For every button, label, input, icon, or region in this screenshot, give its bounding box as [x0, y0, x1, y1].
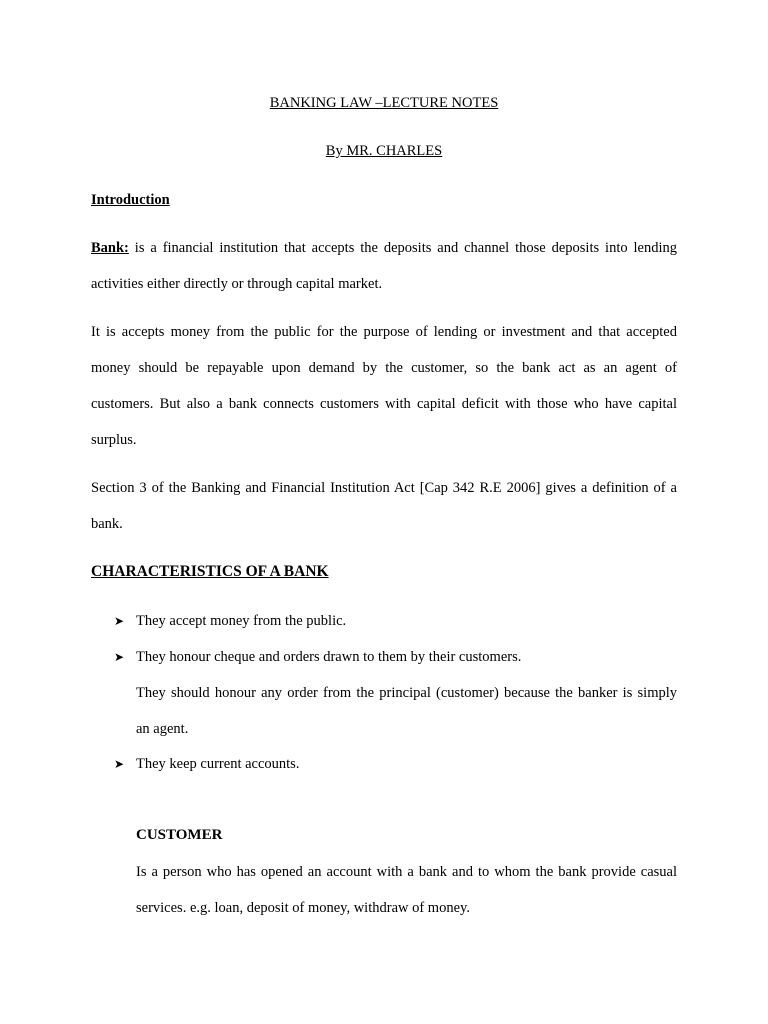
document-author: By MR. CHARLES	[325, 143, 443, 159]
paragraph-2-line-1: It is accepts money from the public for the purpose of lending or investment and that accepted	[91, 324, 677, 340]
section-heading-characteristics: CHARACTERISTICS OF A BANK	[91, 563, 329, 580]
paragraph-2-line-4: surplus.	[91, 432, 137, 448]
characteristic-note-line-2: an agent.	[136, 721, 189, 737]
bank-term: Bank:	[91, 240, 129, 256]
characteristic-note-line-1: They should honour any order from the principal (customer) because the banker is simply	[136, 685, 677, 701]
bank-definition-text: is a financial institution that accepts the deposits and channel those deposits into lending	[128, 240, 677, 256]
characteristic-item: They honour cheque and orders drawn to them by their customers.	[136, 649, 522, 665]
paragraph-2-line-2: money should be repayable upon demand by the customer, so the bank act as an agent of	[91, 360, 677, 376]
customer-definition-line-2: services. e.g. loan, deposit of money, withdraw of money.	[136, 900, 470, 916]
arrow-bullet-icon: ➤	[113, 757, 125, 771]
section-heading-introduction: Introduction	[91, 192, 170, 208]
arrow-bullet-icon: ➤	[113, 614, 125, 628]
paragraph-3-line-2: bank.	[91, 516, 123, 532]
customer-definition-line-1: Is a person who has opened an account with a bank and to whom the bank provide casual	[136, 864, 677, 880]
section-heading-customer: CUSTOMER	[136, 827, 223, 843]
paragraph-2-line-3: customers. But also a bank connects customers with capital deficit with those who have capital	[91, 396, 677, 412]
bank-definition-line-1	[91, 239, 677, 257]
characteristic-item: They accept money from the public.	[136, 613, 347, 629]
arrow-bullet-icon: ➤	[113, 650, 125, 664]
characteristic-item: They keep current accounts.	[136, 756, 300, 772]
document-title: BANKING LAW –LECTURE NOTES	[269, 95, 499, 111]
paragraph-3-line-1: Section 3 of the Banking and Financial Institution Act [Cap 342 R.E 2006] gives a definition of a	[91, 480, 677, 496]
bank-definition-line-2: activities either directly or through capital market.	[91, 276, 383, 292]
